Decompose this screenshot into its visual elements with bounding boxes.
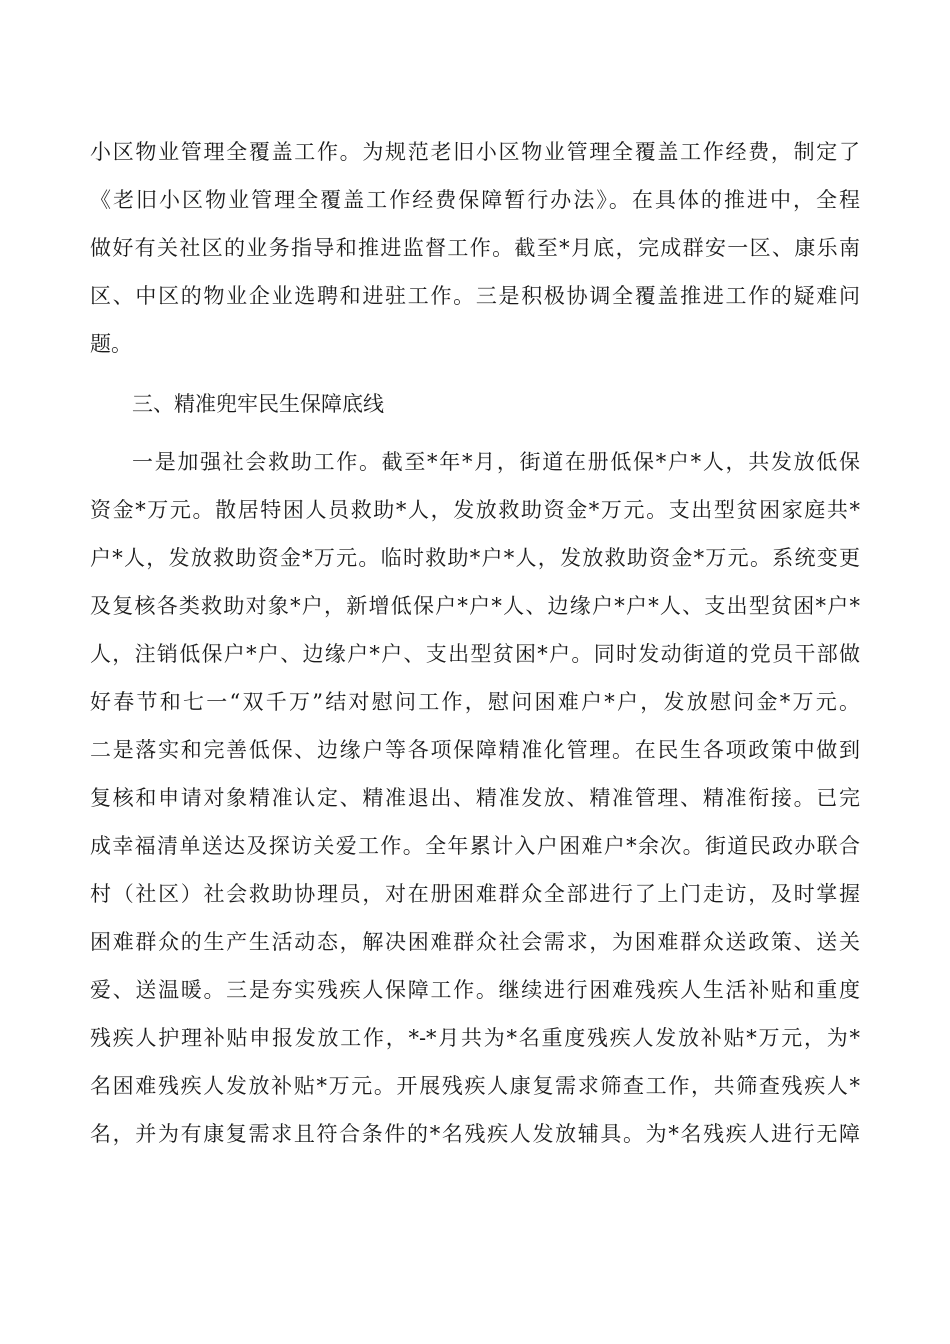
section-heading: 三、精准兜牢民生保障底线 [132,392,384,416]
text-line: 名，并为有康复需求且符合条件的*名残疾人发放辅具。为*名残疾人进行无障 [90,1122,860,1146]
text-line: 户*人，发放救助资金*万元。临时救助*户*人，发放救助资金*万元。系统变更 [90,546,860,570]
text-line: 好春节和七一“双千万”结对慰问工作，慰问困难户*户，发放慰问金*万元。 [90,690,860,714]
text-line: 一是加强社会救助工作。截至*年*月，街道在册低保*户*人，共发放低保 [132,450,860,474]
text-line: 做好有关社区的业务指导和推进监督工作。截至*月底，完成群安一区、康乐南 [90,236,860,260]
text-line: 资金*万元。散居特困人员救助*人，发放救助资金*万元。支出型贫困家庭共* [90,498,860,522]
text-line: 及复核各类救助对象*户，新增低保户*户*人、边缘户*户*人、支出型贫困*户* [90,594,860,618]
text-line: 区、中区的物业企业选聘和进驻工作。三是积极协调全覆盖推进工作的疑难问 [90,284,860,308]
text-line: 残疾人护理补贴申报发放工作，*-*月共为*名重度残疾人发放补贴*万元，为* [90,1026,860,1050]
text-line: 复核和申请对象精准认定、精准退出、精准发放、精准管理、精准衔接。已完 [90,786,860,810]
text-line: 困难群众的生产生活动态，解决困难群众社会需求，为困难群众送政策、送关 [90,930,860,954]
text-line: 村（社区）社会救助协理员，对在册困难群众全部进行了上门走访，及时掌握 [90,882,860,906]
text-line: 爱、送温暖。三是夯实残疾人保障工作。继续进行困难残疾人生活补贴和重度 [90,978,860,1002]
text-line: 小区物业管理全覆盖工作。为规范老旧小区物业管理全覆盖工作经费，制定了 [90,140,860,164]
text-line: 成幸福清单送达及探访关爱工作。全年累计入户困难户*余次。街道民政办联合 [90,834,860,858]
text-line: 二是落实和完善低保、边缘户等各项保障精准化管理。在民生各项政策中做到 [90,738,860,762]
text-line: 《老旧小区物业管理全覆盖工作经费保障暂行办法》。在具体的推进中，全程 [90,188,860,212]
text-line: 名困难残疾人发放补贴*万元。开展残疾人康复需求筛查工作，共筛查残疾人* [90,1074,860,1098]
text-line: 题。 [90,332,132,356]
text-line: 人，注销低保户*户、边缘户*户、支出型贫困*户。同时发动街道的党员干部做 [90,642,860,666]
